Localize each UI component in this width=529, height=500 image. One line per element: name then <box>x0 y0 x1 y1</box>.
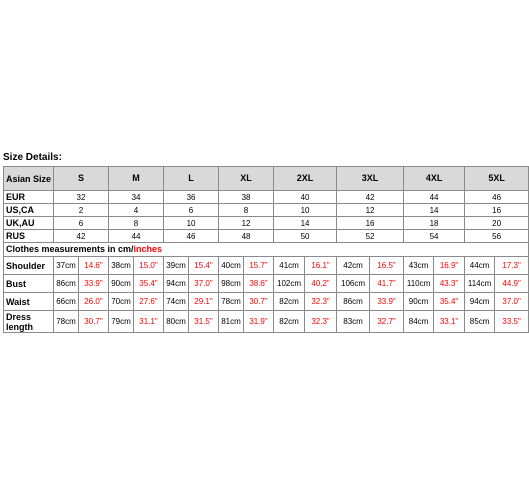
cm-value: 86cm <box>337 293 370 311</box>
cm-value: 39cm <box>164 257 189 275</box>
cm-value: 82cm <box>274 311 305 333</box>
measurements-title-text: Clothes measurements in cm/ <box>6 244 134 254</box>
size-value: 2 <box>54 204 109 217</box>
size-value: 10 <box>274 204 337 217</box>
inch-value: 37.0" <box>495 293 529 311</box>
cm-value: 41cm <box>274 257 305 275</box>
size-value: 14 <box>274 217 337 230</box>
inch-value: 15.0" <box>134 257 164 275</box>
size-value: 50 <box>274 230 337 243</box>
size-value: 16 <box>465 204 529 217</box>
cm-value: 90cm <box>109 275 134 293</box>
inch-value: 17.3" <box>495 257 529 275</box>
cm-value: 43cm <box>404 257 434 275</box>
cm-value: 74cm <box>164 293 189 311</box>
size-value: 20 <box>465 217 529 230</box>
row-label: EUR <box>4 191 54 204</box>
cm-value: 94cm <box>465 293 495 311</box>
inch-value: 43.3" <box>434 275 465 293</box>
inch-value: 32.7" <box>370 311 404 333</box>
size-header-s: S <box>54 167 109 191</box>
inch-value: 32.3" <box>305 311 337 333</box>
row-label: Dress length <box>4 311 54 333</box>
size-header-5xl: 5XL <box>465 167 529 191</box>
size-value: 6 <box>164 204 219 217</box>
size-value: 38 <box>219 191 274 204</box>
inch-value: 16.9" <box>434 257 465 275</box>
size-header-4xl: 4XL <box>404 167 465 191</box>
cm-value: 114cm <box>465 275 495 293</box>
size-value: 8 <box>219 204 274 217</box>
inch-value: 33.1" <box>434 311 465 333</box>
cm-value: 90cm <box>404 293 434 311</box>
size-value: 36 <box>164 191 219 204</box>
size-value: 48 <box>219 230 274 243</box>
measure-row-waist <box>4 293 529 311</box>
cm-value: 80cm <box>164 311 189 333</box>
size-value: 8 <box>109 217 164 230</box>
size-value: 44 <box>404 191 465 204</box>
cm-value: 85cm <box>465 311 495 333</box>
cm-value: 40cm <box>219 257 244 275</box>
inch-value: 31.9" <box>244 311 274 333</box>
header-row <box>4 167 529 191</box>
size-value: 4 <box>109 204 164 217</box>
cm-value: 94cm <box>164 275 189 293</box>
cm-value: 102cm <box>274 275 305 293</box>
size-value: 12 <box>337 204 404 217</box>
size-row-us-ca <box>4 204 529 217</box>
inch-value: 33.9" <box>79 275 109 293</box>
size-value: 46 <box>164 230 219 243</box>
inch-value: 35.4" <box>434 293 465 311</box>
cm-value: 98cm <box>219 275 244 293</box>
cm-value: 79cm <box>109 311 134 333</box>
size-row-uk-au <box>4 217 529 230</box>
cm-value: 37cm <box>54 257 79 275</box>
inch-value: 29.1" <box>189 293 219 311</box>
cm-value: 81cm <box>219 311 244 333</box>
size-value: 40 <box>274 191 337 204</box>
size-value: 6 <box>54 217 109 230</box>
cm-value: 86cm <box>54 275 79 293</box>
size-chart-table <box>3 166 529 333</box>
cm-value: 70cm <box>109 293 134 311</box>
inch-value: 16.5" <box>370 257 404 275</box>
inch-value: 44.9" <box>495 275 529 293</box>
size-row-eur <box>4 191 529 204</box>
inch-value: 31.5" <box>189 311 219 333</box>
cm-value: 78cm <box>54 311 79 333</box>
size-value: 10 <box>164 217 219 230</box>
inch-value: 26.0" <box>79 293 109 311</box>
size-header-m: M <box>109 167 164 191</box>
cm-value: 83cm <box>337 311 370 333</box>
inch-value: 37.0" <box>189 275 219 293</box>
size-value: 42 <box>337 191 404 204</box>
size-value: 16 <box>337 217 404 230</box>
size-value: 32 <box>54 191 109 204</box>
measurements-title-row <box>4 243 529 257</box>
inch-value: 27.6" <box>134 293 164 311</box>
row-label: Shoulder <box>4 257 54 275</box>
size-header-3xl: 3XL <box>337 167 404 191</box>
measure-row-dress-length <box>4 311 529 333</box>
cm-value: 66cm <box>54 293 79 311</box>
cm-value: 78cm <box>219 293 244 311</box>
inch-value: 40.2" <box>305 275 337 293</box>
size-value: 52 <box>337 230 404 243</box>
inch-value: 31.1" <box>134 311 164 333</box>
inch-value: 38.6" <box>244 275 274 293</box>
inch-value: 30.7" <box>79 311 109 333</box>
row-label: US,CA <box>4 204 54 217</box>
size-value: 54 <box>404 230 465 243</box>
measure-row-shoulder <box>4 257 529 275</box>
size-value: 14 <box>404 204 465 217</box>
size-value: 44 <box>109 230 164 243</box>
header-label: Asian Size <box>4 167 54 191</box>
cm-value: 84cm <box>404 311 434 333</box>
row-label: Bust <box>4 275 54 293</box>
inch-value: 14.6" <box>79 257 109 275</box>
size-header-2xl: 2XL <box>274 167 337 191</box>
inch-value: 41.7" <box>370 275 404 293</box>
page-title: Size Details: <box>3 152 62 163</box>
inch-value: 33.5" <box>495 311 529 333</box>
measurements-title-inches: inches <box>133 244 163 254</box>
size-value: 46 <box>465 191 529 204</box>
inch-value: 15.4" <box>189 257 219 275</box>
inch-value: 30.7" <box>244 293 274 311</box>
size-value: 34 <box>109 191 164 204</box>
size-header-l: L <box>164 167 219 191</box>
row-label: UK,AU <box>4 217 54 230</box>
cm-value: 82cm <box>274 293 305 311</box>
inch-value: 16.1" <box>305 257 337 275</box>
size-value: 18 <box>404 217 465 230</box>
row-label: RUS <box>4 230 54 243</box>
cm-value: 44cm <box>465 257 495 275</box>
inch-value: 15.7" <box>244 257 274 275</box>
cm-value: 38cm <box>109 257 134 275</box>
row-label: Waist <box>4 293 54 311</box>
inch-value: 32.3" <box>305 293 337 311</box>
size-value: 56 <box>465 230 529 243</box>
size-header-xl: XL <box>219 167 274 191</box>
cm-value: 42cm <box>337 257 370 275</box>
measurements-title <box>4 243 529 257</box>
size-value: 42 <box>54 230 109 243</box>
cm-value: 110cm <box>404 275 434 293</box>
inch-value: 33.9" <box>370 293 404 311</box>
cm-value: 106cm <box>337 275 370 293</box>
measure-row-bust <box>4 275 529 293</box>
size-value: 12 <box>219 217 274 230</box>
size-row-rus <box>4 230 529 243</box>
inch-value: 35.4" <box>134 275 164 293</box>
